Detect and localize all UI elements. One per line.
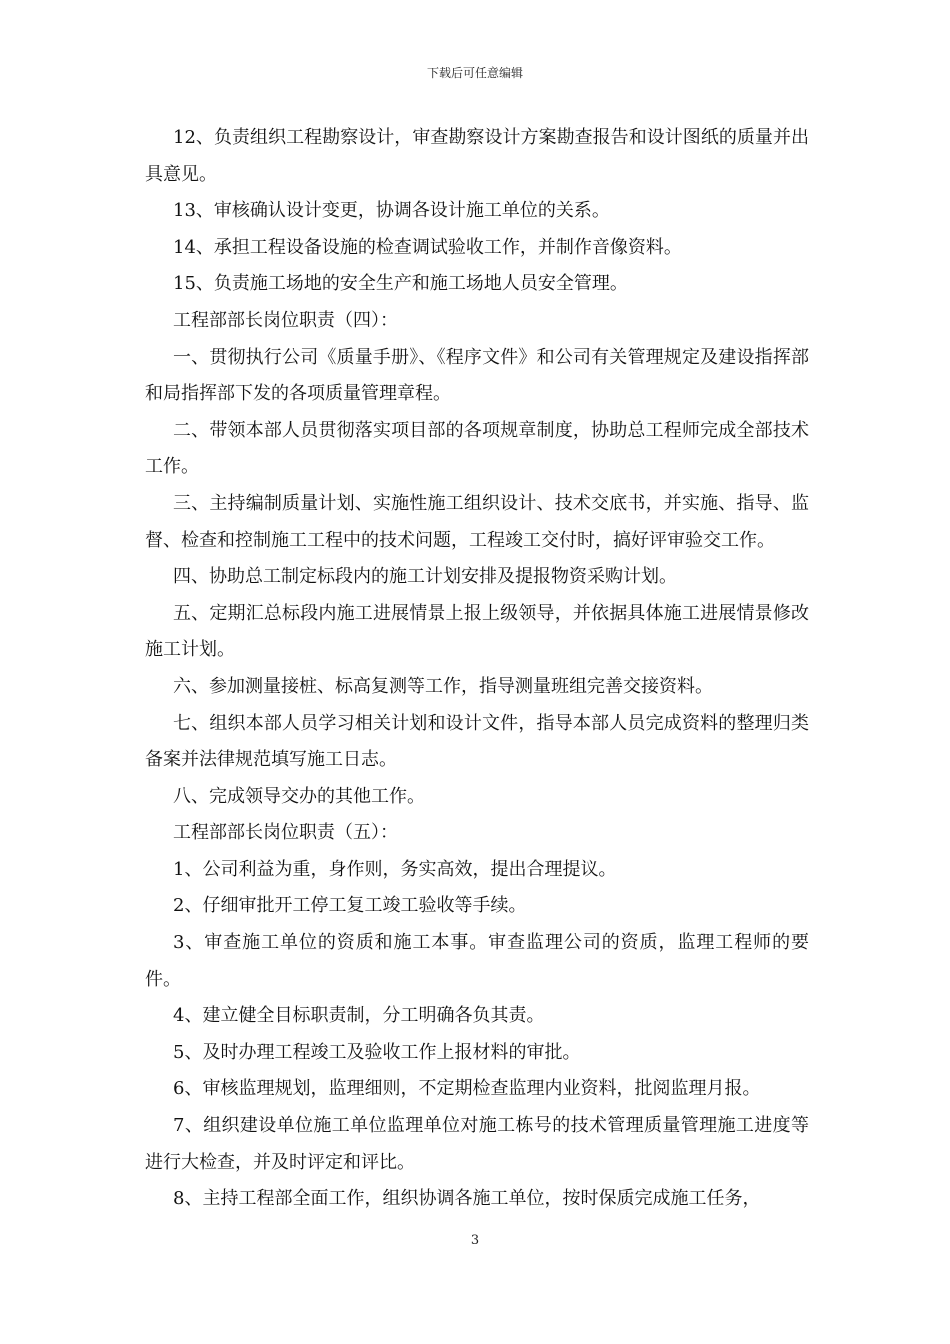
paragraph: 八、完成领导交办的其他工作。 [173,785,425,807]
page-number: 3 [470,1233,480,1248]
paragraph: 六、参加测量接桩、标高复测等工作，指导测量班组完善交接资料。 [173,675,713,697]
section-heading: 工程部部长岗位职责（五）： [173,822,398,844]
paragraph: 1、公司利益为重，身作则，务实高效，提出合理提议。 [173,858,617,880]
paragraph: 3、审查施工单位的资质和施工本事。审查监理公司的资质，监理工程师的要件。 [145,932,809,990]
paragraph: 5、及时办理工程竣工及验收工作上报材料的审批。 [173,1041,581,1063]
document-body [145,120,809,1218]
paragraph: 三、主持编制质量计划、实施性施工组织设计、技术交底书，并实施、指导、监督、检查和控制施工工程中的技术问题，工程竣工交付时，搞好评审验交工作。 [145,492,809,551]
paragraph: 8、主持工程部全面工作，组织协调各施工单位，按时保质完成施工任务， [173,1188,761,1210]
section-heading: 工程部部长岗位职责（四）： [173,309,398,331]
page-header-note: 下载后可任意编辑 [426,66,523,80]
paragraph: 二、带领本部人员贯彻落实项目部的各项规章制度，协助总工程师完成全部技术工作。 [145,419,809,478]
paragraph: 七、组织本部人员学习相关计划和设计文件，指导本部人员完成资料的整理归类备案并法律规范填写施工日志。 [145,712,809,771]
paragraph: 2、仔细审批开工停工复工竣工验收等手续。 [173,895,527,917]
paragraph: 12、负责组织工程勘察设计，审查勘察设计方案勘查报告和设计图纸的质量并出具意见。 [145,127,809,185]
paragraph: 14、承担工程设备设施的检查调试验收工作，并制作音像资料。 [173,236,682,258]
paragraph: 15、负责施工场地的安全生产和施工场地人员安全管理。 [173,273,628,295]
paragraph: 五、定期汇总标段内施工进展情景上报上级领导，并依据具体施工进展情景修改施工计划。 [145,602,809,661]
paragraph: 7、组织建设单位施工单位监理单位对施工栋号的技术管理质量管理施工进度等进行大检查，并及时评定和评比。 [145,1115,809,1173]
paragraph: 6、审核监理规划，监理细则，不定期检查监理内业资料，批阅监理月报。 [173,1078,761,1100]
paragraph: 13、审核确认设计变更，协调各设计施工单位的关系。 [173,200,610,222]
paragraph: 4、建立健全目标职责制，分工明确各负其责。 [173,1005,545,1027]
paragraph: 四、协助总工制定标段内的施工计划安排及提报物资采购计划。 [173,566,677,588]
paragraph: 一、贯彻执行公司《质量手册》、《程序文件》和公司有关管理规定及建设指挥部和局指挥部下发的各项质量管理章程。 [145,346,809,405]
